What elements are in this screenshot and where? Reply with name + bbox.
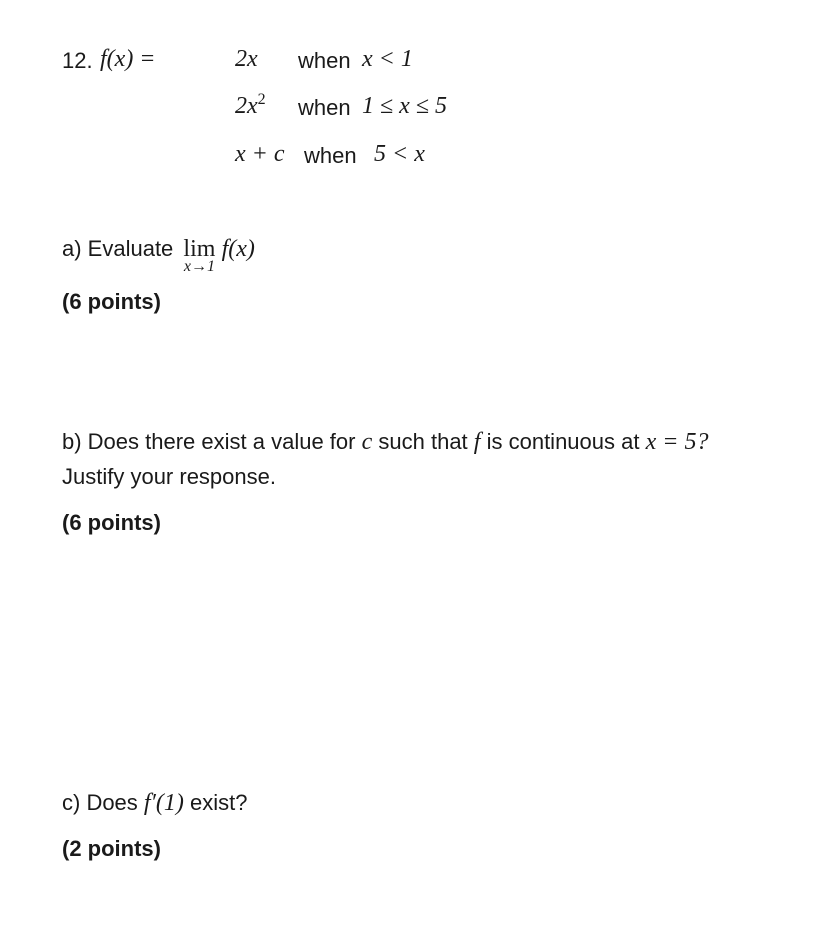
part-a-points: (6 points) (62, 289, 161, 314)
part-b-line-1 (62, 429, 708, 456)
part-a-expr: f(x) (221, 236, 255, 262)
part-c-prefix: c) Does (62, 790, 138, 815)
part-c-question (62, 790, 247, 817)
part-b-math: x = 5? (645, 429, 709, 455)
part-c-suffix: exist? (189, 790, 248, 815)
function-label (100, 46, 156, 73)
part-b-text-2: such that (378, 429, 468, 454)
part-b-text-1: b) Does there exist a value for (62, 429, 356, 454)
case-3-condition: 5 < x (374, 141, 425, 167)
part-a-prefix: a) Evaluate (62, 236, 174, 261)
part-b-text-3: is continuous at (486, 429, 640, 454)
problem-number (62, 48, 93, 74)
part-c-expr: f′(1) (143, 790, 184, 816)
limit-operator (183, 236, 216, 275)
case-1-condition-word: when (298, 48, 351, 73)
part-c-points: (2 points) (62, 836, 161, 861)
case-3-condition-word: when (304, 143, 357, 168)
case-1-expr: 2x (235, 46, 258, 72)
case-3-expr: x + c (235, 141, 285, 167)
part-b-line-2: Justify your response. (62, 464, 276, 489)
part-b-points: (6 points) (62, 510, 161, 535)
case-2-expr: $2x^2$ (235, 91, 266, 119)
case-1-condition: x < 1 (362, 46, 413, 72)
function-label-text: f(x) = (100, 46, 156, 72)
lim-subscript: x→1 (183, 258, 215, 275)
part-b-f: f (473, 429, 481, 455)
problem-number-text: 12. (62, 48, 93, 73)
part-a-question (62, 236, 255, 275)
lim-word: lim (183, 236, 216, 262)
part-b-c: c (361, 429, 373, 455)
case-2-condition-word: when (298, 95, 351, 120)
case-2-condition: 1 ≤ x ≤ 5 (362, 93, 447, 119)
